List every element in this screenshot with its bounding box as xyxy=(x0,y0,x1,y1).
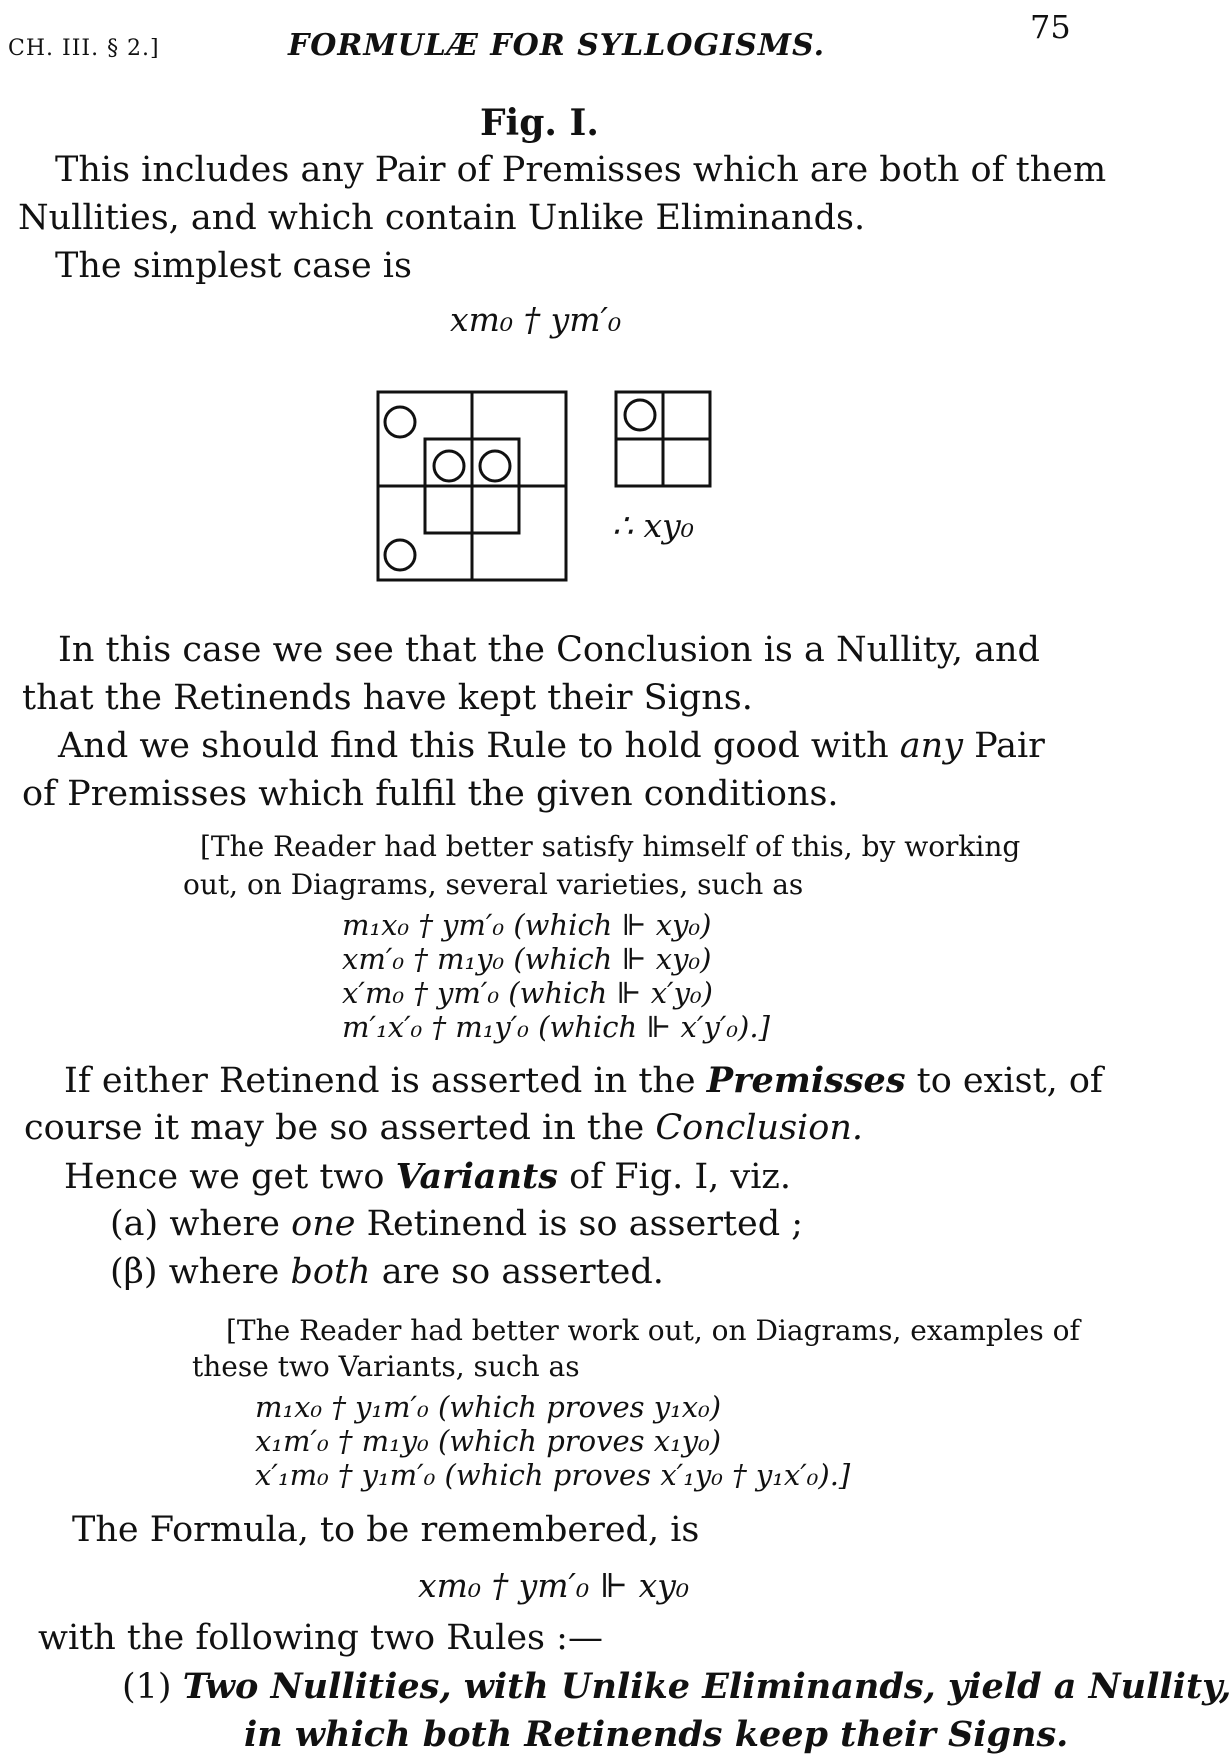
formula: xm₀ † ym′₀ xyxy=(450,300,622,339)
nullity-marker xyxy=(625,400,655,430)
paragraph-line: In this case we see that the Conclusion is a Nullity, and xyxy=(58,630,1040,670)
paragraph-line: The Formula, to be remembered, is xyxy=(72,1510,700,1550)
list-item: (β) where both are so asserted. xyxy=(110,1252,664,1292)
list-item: (a) where one Retinend is so asserted ; xyxy=(110,1204,804,1244)
premisses-diagram xyxy=(370,388,570,588)
note-example: x′₁m₀ † y₁m′₀ (which proves x′₁y₀ † y₁x′₀).] xyxy=(255,1458,851,1492)
note-line: [The Reader had better satisfy himself of this, by working xyxy=(200,830,1021,863)
note-example: xm′₀ † m₁y₀ (which ⊩ xy₀) xyxy=(342,942,712,976)
figure-title: Fig. I. xyxy=(480,102,599,144)
paragraph-line: If either Retinend is asserted in the Premisses to exist, of xyxy=(64,1060,1103,1101)
paragraph-line: with the following two Rules :— xyxy=(38,1618,603,1658)
note-example: x′m₀ † ym′₀ (which ⊩ x′y₀) xyxy=(342,976,713,1010)
paragraph-line: Nullities, and which contain Unlike Eliminands. xyxy=(18,198,866,238)
nullity-marker xyxy=(385,540,415,570)
main-formula: xm₀ † ym′₀ ⊩ xy₀ xyxy=(418,1566,690,1605)
paragraph-line: And we should find this Rule to hold good with any Pair xyxy=(58,726,1045,766)
note-line: [The Reader had better work out, on Diagrams, examples of xyxy=(226,1314,1080,1347)
diagram-conclusion: ∴ xy₀ xyxy=(612,506,694,545)
note-example: m₁x₀ † ym′₀ (which ⊩ xy₀) xyxy=(342,908,712,942)
rule-item: (1) Two Nullities, with Unlike Eliminands, yield a Nullity, xyxy=(122,1666,1231,1707)
note-line: out, on Diagrams, several varieties, such as xyxy=(183,868,804,901)
note-example: x₁m′₀ † m₁y₀ (which proves x₁y₀) xyxy=(255,1424,722,1458)
paragraph-line: Hence we get two Variants of Fig. I, viz. xyxy=(64,1156,791,1197)
note-example: m′₁x′₀ † m₁y′₀ (which ⊩ x′y′₀).] xyxy=(342,1010,770,1044)
paragraph-line: of Premisses which fulfil the given conditions. xyxy=(22,774,839,814)
nullity-marker xyxy=(434,451,464,481)
paragraph-line: that the Retinends have kept their Signs. xyxy=(22,678,753,718)
chapter-reference: CH. III. § 2.] xyxy=(8,36,160,61)
running-title: FORMULÆ FOR SYLLOGISMS. xyxy=(288,28,826,63)
page-number: 75 xyxy=(1030,8,1071,46)
nullity-marker xyxy=(385,407,415,437)
paragraph-line: The simplest case is xyxy=(55,246,412,286)
rule-item-continued: in which both Retinends keep their Signs. xyxy=(244,1714,1069,1755)
paragraph-line: course it may be so asserted in the Conclusion. xyxy=(24,1108,863,1148)
conclusion-diagram xyxy=(612,388,716,492)
note-example: m₁x₀ † y₁m′₀ (which proves y₁x₀) xyxy=(255,1390,722,1424)
note-line: these two Variants, such as xyxy=(192,1350,580,1383)
nullity-marker xyxy=(480,451,510,481)
paragraph-line: This includes any Pair of Premisses which are both of them xyxy=(55,150,1107,190)
